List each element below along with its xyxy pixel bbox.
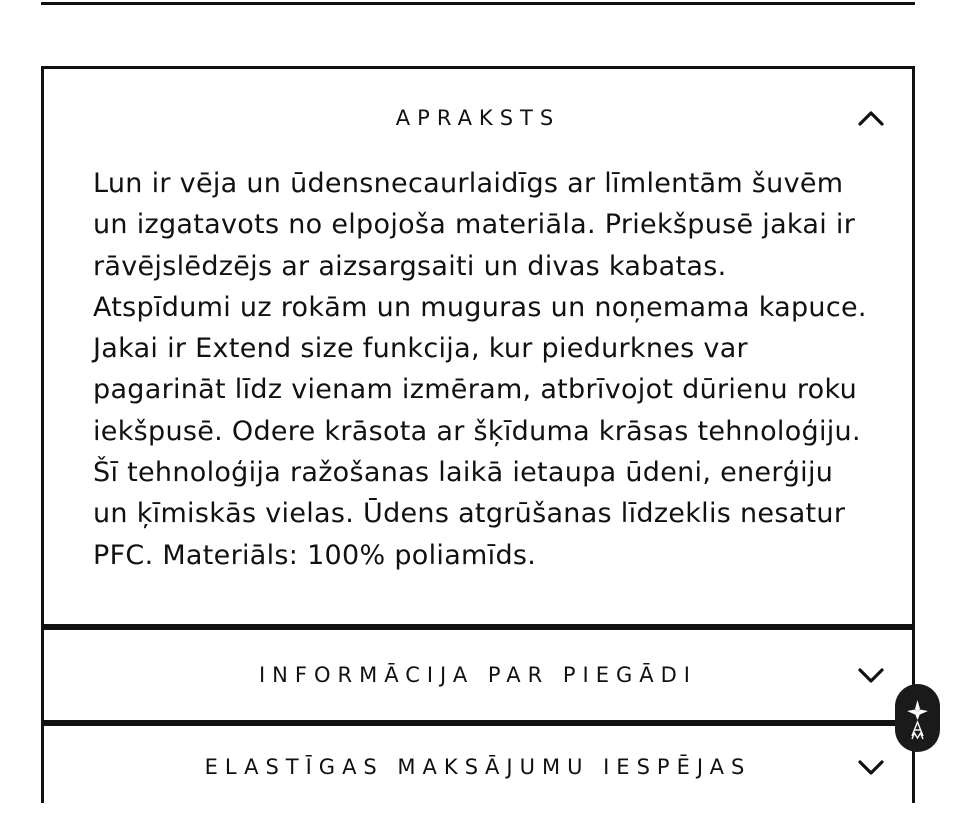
chevron-up-icon[interactable] xyxy=(856,103,886,133)
accordion-section-description xyxy=(41,66,915,627)
product-accordion xyxy=(41,66,915,803)
top-divider xyxy=(41,2,915,5)
description-text: Lun ir vēja un ūdensnecaurlaidīgs ar līmlentām šuvēm un izgatavots no elpojoša materiāla. Priekšpusē jakai ir rāvējslēdzējs ar aizsargsaiti un divas kabatas. Atspīdumi uz rokām un muguras un noņemama kapuce. Jakai ir Extend size funkcija, kur piedurknes var pagarināt līdz vienam izmēram, atbrīvojot dūrienu roku iekšpusē. Odere krāsota ar šķīduma krāsas tehnoloģiju. Šī tehnoloģija ražošanas laikā ietaupa ūdeni, enerģiju un ķīmiskās vielas. Ūdens atgrūšanas līdzeklis nesatur PFC. Materiāls: 100% poliamīds. xyxy=(93,168,867,571)
accordion-section-payment xyxy=(41,723,915,803)
chevron-down-icon[interactable] xyxy=(856,660,886,690)
accordion-title-delivery: INFORMĀCIJA PAR PIEGĀDI xyxy=(258,663,698,687)
accordion-header-delivery[interactable] xyxy=(44,630,912,726)
accordion-section-delivery xyxy=(41,627,915,723)
accordion-title-description: APRAKSTS xyxy=(395,106,561,130)
chevron-down-icon[interactable] xyxy=(856,752,886,782)
accordion-header-description[interactable] xyxy=(44,69,912,165)
brand-logo-icon xyxy=(895,684,940,752)
accordion-header-payment[interactable] xyxy=(44,726,912,822)
accordion-title-payment: ELASTĪGAS MAKSĀJUMU IESPĒJAS xyxy=(204,755,752,779)
brand-badge-button[interactable] xyxy=(895,684,940,752)
